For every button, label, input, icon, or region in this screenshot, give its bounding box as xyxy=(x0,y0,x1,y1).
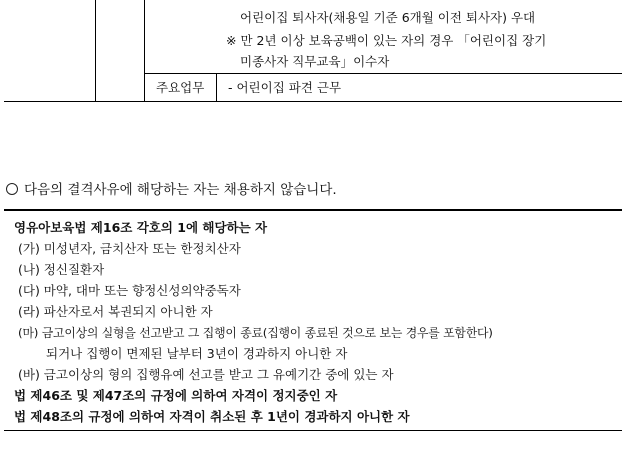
list-item: (바) 금고이상의 형의 집행유예 선고를 받고 그 유예기간 중에 있는 자 xyxy=(18,367,394,382)
table-bottom-border xyxy=(4,101,622,102)
table-divider xyxy=(216,74,217,102)
law46-line: 법 제46조 및 제47조의 규정에 의하여 자격이 정지중인 자 xyxy=(14,388,338,403)
table-divider xyxy=(95,0,96,102)
list-item: (다) 마약, 대마 또는 향정신성의약중독자 xyxy=(18,283,241,298)
list-item: (마) 금고이상의 실형을 선고받고 그 집행이 종료(집행이 종료된 것으로 보는 경우를 포함한다) xyxy=(18,326,493,340)
preference-line-2: ※ 만 2년 이상 보육공백이 있는 자의 경우 「어린이집 장기 xyxy=(226,33,547,48)
table-row-divider xyxy=(144,73,622,74)
duty-label: 주요업무 xyxy=(156,80,205,95)
list-item: (나) 정신질환자 xyxy=(18,262,105,277)
duty-value: - 어린이집 파견 근무 xyxy=(228,80,342,95)
box-top-border xyxy=(4,209,622,211)
preference-line-3: 미종사자 직무교육」이수자 xyxy=(240,54,390,69)
disqualification-heading xyxy=(6,180,337,200)
heading-text: 다음의 결격사유에 해당하는 자는 채용하지 않습니다. xyxy=(24,182,337,198)
list-item-continuation: 되거나 집행이 면제된 날부터 3년이 경과하지 아니한 자 xyxy=(46,346,348,361)
table-divider xyxy=(144,0,145,102)
circle-bullet-icon xyxy=(6,183,18,195)
law16-title: 영유아보육법 제16조 각호의 1에 해당하는 자 xyxy=(14,220,268,235)
list-item: (가) 미성년자, 금치산자 또는 한정치산자 xyxy=(18,241,241,256)
law48-line: 법 제48조의 규정에 의하여 자격이 취소된 후 1년이 경과하지 아니한 자 xyxy=(14,409,410,424)
preference-line-1: 어린이집 퇴사자(채용일 기준 6개월 이전 퇴사자) 우대 xyxy=(240,10,536,25)
list-item: (라) 파산자로서 복권되지 아니한 자 xyxy=(18,304,213,319)
box-bottom-border xyxy=(4,430,622,431)
